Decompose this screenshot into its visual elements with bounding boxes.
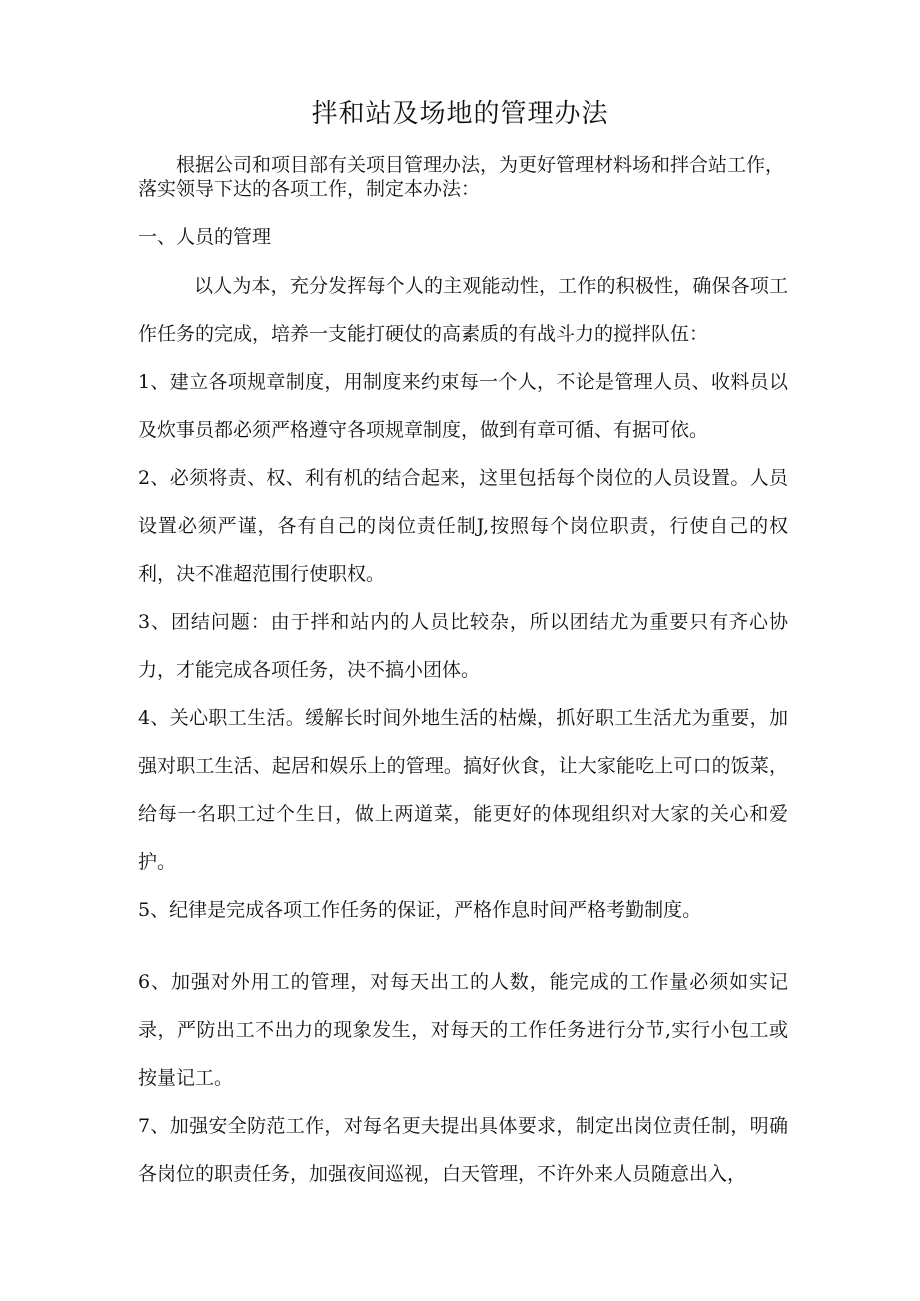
list-item-5: 5、纪律是完成各项工作任务的保证，严格作息时间严格考勤制度。 (138, 899, 702, 921)
list-item-4: 4、关心职工生活。缓解长时间外地生活的枯燥，抓好职工生活尤为重要，加强对职工生活、起居和娱乐上的管理。搞好伙食，让大家能吃上可口的饭菜，给每一名职工过个生日，做上两道菜，能更好的体现组织对大家的关心和爱护。 (138, 707, 788, 873)
list-item-3: 3、团结问题：由于拌和站内的人员比较杂，所以团结尤为重要只有齐心协力，才能完成各项任务，决不搞小团体。 (138, 611, 788, 681)
list-item-1: 1、建立各项规章制度，用制度来约束每一个人，不论是管理人员、收料员以及炊事员都必须严格遵守各项规章制度，做到有章可循、有据可依。 (138, 371, 788, 441)
principle-paragraph: 以人为本，充分发挥每个人的主观能动性，工作的积极性，确保各项工作任务的完成，培养一支能打硬仗的高素质的有战斗力的搅拌队伍： (138, 275, 788, 345)
list-item-7: 7、加强安全防范工作，对每名更夫提出具体要求，制定出岗位责任制，明确各岗位的职责任务，加强夜间巡视，白天管理，不许外来人员随意出入， (138, 1115, 788, 1185)
list-item-2: 2、必须将责、权、利有机的结合起来，这里包括每个岗位的人员设置。人员设置必须严谨，各有自己的岗位责任制J,按照每个岗位职责，行使自己的权利，决不准超范围行使职权。 (138, 467, 788, 585)
section-heading: 一、人员的管理 (138, 226, 272, 248)
document-title: 拌和站及场地的管理办法 (311, 99, 609, 129)
list-item-6: 6、加强对外用工的管理，对每天出工的人数，能完成的工作量必须如实记录，严防出工不出力的现象发生，对每天的工作任务进行分节,实行小包工或按量记工。 (138, 971, 788, 1089)
intro-paragraph: 根据公司和项目部有关项目管理办法，为更好管理材料场和拌合站工作，落实领导下达的各项工作，制定本办法： (138, 154, 785, 200)
